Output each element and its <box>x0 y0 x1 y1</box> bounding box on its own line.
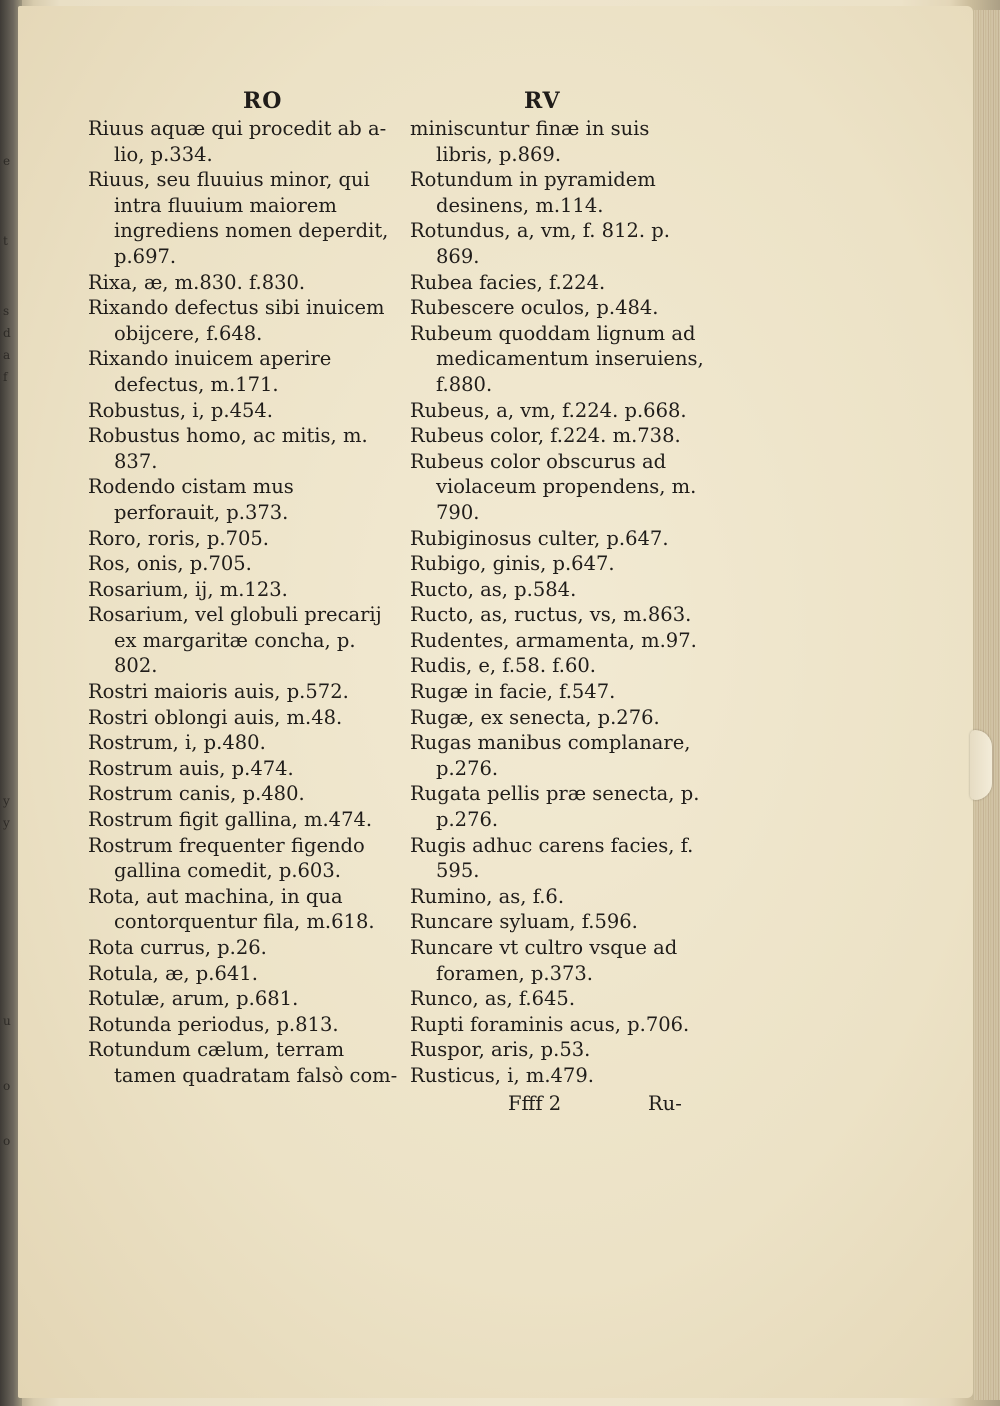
index-entry: Rota, aut machina, in qua contorquentur fila, m.618. <box>88 884 375 934</box>
index-entry: Ros, onis, p.705. <box>88 552 252 576</box>
catchword: Ru- <box>648 1092 682 1115</box>
index-entry: Rotundus, a, vm, f. 812. p. 869. <box>410 219 670 268</box>
index-entry: Rostrum frequenter figendo gallina comedit, p.603. <box>88 833 365 883</box>
index-entry: Rostrum auis, p.474. <box>88 756 294 780</box>
index-entry: Rupti foraminis acus, p.706. <box>410 1012 690 1036</box>
right-running-head: RV <box>524 88 561 114</box>
index-entry: Rodendo cistam mus perforauit, p.373. <box>88 475 294 524</box>
index-entry: Rostrum canis, p.480. <box>88 782 305 806</box>
index-entry: Ruspor, aris, p.53. <box>410 1038 591 1062</box>
index-entry: Rixando defectus sibi inuicem obijcere, f.648. <box>88 296 385 345</box>
index-entry: Rubescere oculos, p.484. <box>410 296 659 320</box>
index-entry: Runcare vt cultro vsque ad foramen, p.373. <box>410 936 678 985</box>
index-entry: Rugæ, ex senecta, p.276. <box>410 705 660 729</box>
bleed-glyph: o <box>3 1079 11 1093</box>
index-entry: Rota currus, p.26. <box>88 936 267 959</box>
index-entry: Ructo, as, ructus, vs, m.863. <box>410 603 692 627</box>
right-column <box>410 116 710 1089</box>
index-entry: Rugata pellis præ senecta, p. p.276. <box>410 782 700 832</box>
bleed-glyph: t <box>3 234 8 248</box>
index-entry: Rotulæ, arum, p.681. <box>88 987 299 1011</box>
index-entry: miniscuntur finæ in suis libris, p.869. <box>410 117 650 166</box>
index-entry: Rotundum cælum, terram tamen quadratam falsò com- <box>88 1038 398 1087</box>
index-entry: Rubigo, ginis, p.647. <box>410 552 615 576</box>
left-column <box>88 116 398 1089</box>
index-entry: Rotundum in pyramidem desinens, m.114. <box>410 168 656 217</box>
bleed-glyph: u <box>3 1014 11 1028</box>
index-entry: Runco, as, f.645. <box>410 987 576 1011</box>
index-entry: Rubiginosus culter, p.647. <box>410 526 669 550</box>
index-entry: Rusticus, i, m.479. <box>410 1063 594 1087</box>
left-margin-bleed <box>0 0 20 1406</box>
index-entry: Roro, roris, p.705. <box>88 526 270 550</box>
page-edge-tab <box>970 730 992 800</box>
bleed-glyph: e <box>3 154 11 168</box>
index-entry: Rubeus color obscurus ad violaceum propendens, m. 790. <box>410 449 697 524</box>
index-entry: Rostrum, i, p.480. <box>88 731 266 755</box>
index-entry: Rumino, as, f.6. <box>410 884 565 908</box>
index-entry: Runcare syluam, f.596. <box>410 910 638 934</box>
index-entry: Rostri maioris auis, p.572. <box>88 680 349 704</box>
index-entry: Rotunda periodus, p.813. <box>88 1012 339 1036</box>
bleed-glyph: d <box>3 326 11 340</box>
index-entry: Rosarium, vel globuli precarij ex margaritæ concha, p. 802. <box>88 603 382 678</box>
bleed-glyph: y <box>3 794 10 808</box>
index-entry: Rugas manibus complanare, p.276. <box>410 731 691 780</box>
index-entry: Riuus aquæ qui procedit ab a-lio, p.334. <box>88 117 387 166</box>
index-entry: Rotula, æ, p.641. <box>88 961 258 985</box>
index-entry: Rostri oblongi auis, m.48. <box>88 705 343 729</box>
index-entry: Rubeus, a, vm, f.224. p.668. <box>410 398 687 422</box>
index-entry: Rudentes, armamenta, m.97. <box>410 628 697 652</box>
index-entry: Rixa, æ, m.830. f.830. <box>88 270 306 294</box>
index-entry: Robustus, i, p.454. <box>88 398 274 422</box>
index-entry: Rixando inuicem aperire defectus, m.171. <box>88 347 332 396</box>
index-entry: Rosarium, ij, m.123. <box>88 577 288 601</box>
bleed-glyph: f <box>3 370 8 384</box>
left-running-head: RO <box>243 88 283 114</box>
bleed-glyph: y <box>3 816 10 830</box>
page-fore-edge <box>974 10 1000 1400</box>
index-entry: Robustus homo, ac mitis, m. 837. <box>88 424 368 473</box>
index-entry: Ructo, as, p.584. <box>410 577 577 601</box>
index-entry: Rubeus color, f.224. m.738. <box>410 424 681 448</box>
index-entry: Rubeum quoddam lignum ad medicamentum inseruiens, f.880. <box>410 321 704 396</box>
index-entry: Rugis adhuc carens facies, f. 595. <box>410 833 694 883</box>
bleed-glyph: s <box>3 304 10 318</box>
bleed-glyph: a <box>3 348 11 362</box>
signature-mark: Ffff 2 <box>508 1092 562 1115</box>
index-entry: Rugæ in facie, f.547. <box>410 680 616 704</box>
index-entry: Rostrum figit gallina, m.474. <box>88 808 373 832</box>
index-entry: Rudis, e, f.58. f.60. <box>410 654 596 678</box>
index-entry: Rubea facies, f.224. <box>410 270 606 294</box>
bleed-glyph: o <box>3 1134 11 1148</box>
index-entry: Riuus, seu fluuius minor, qui intra fluuium maiorem ingrediens nomen deperdit, p.697. <box>88 168 389 268</box>
